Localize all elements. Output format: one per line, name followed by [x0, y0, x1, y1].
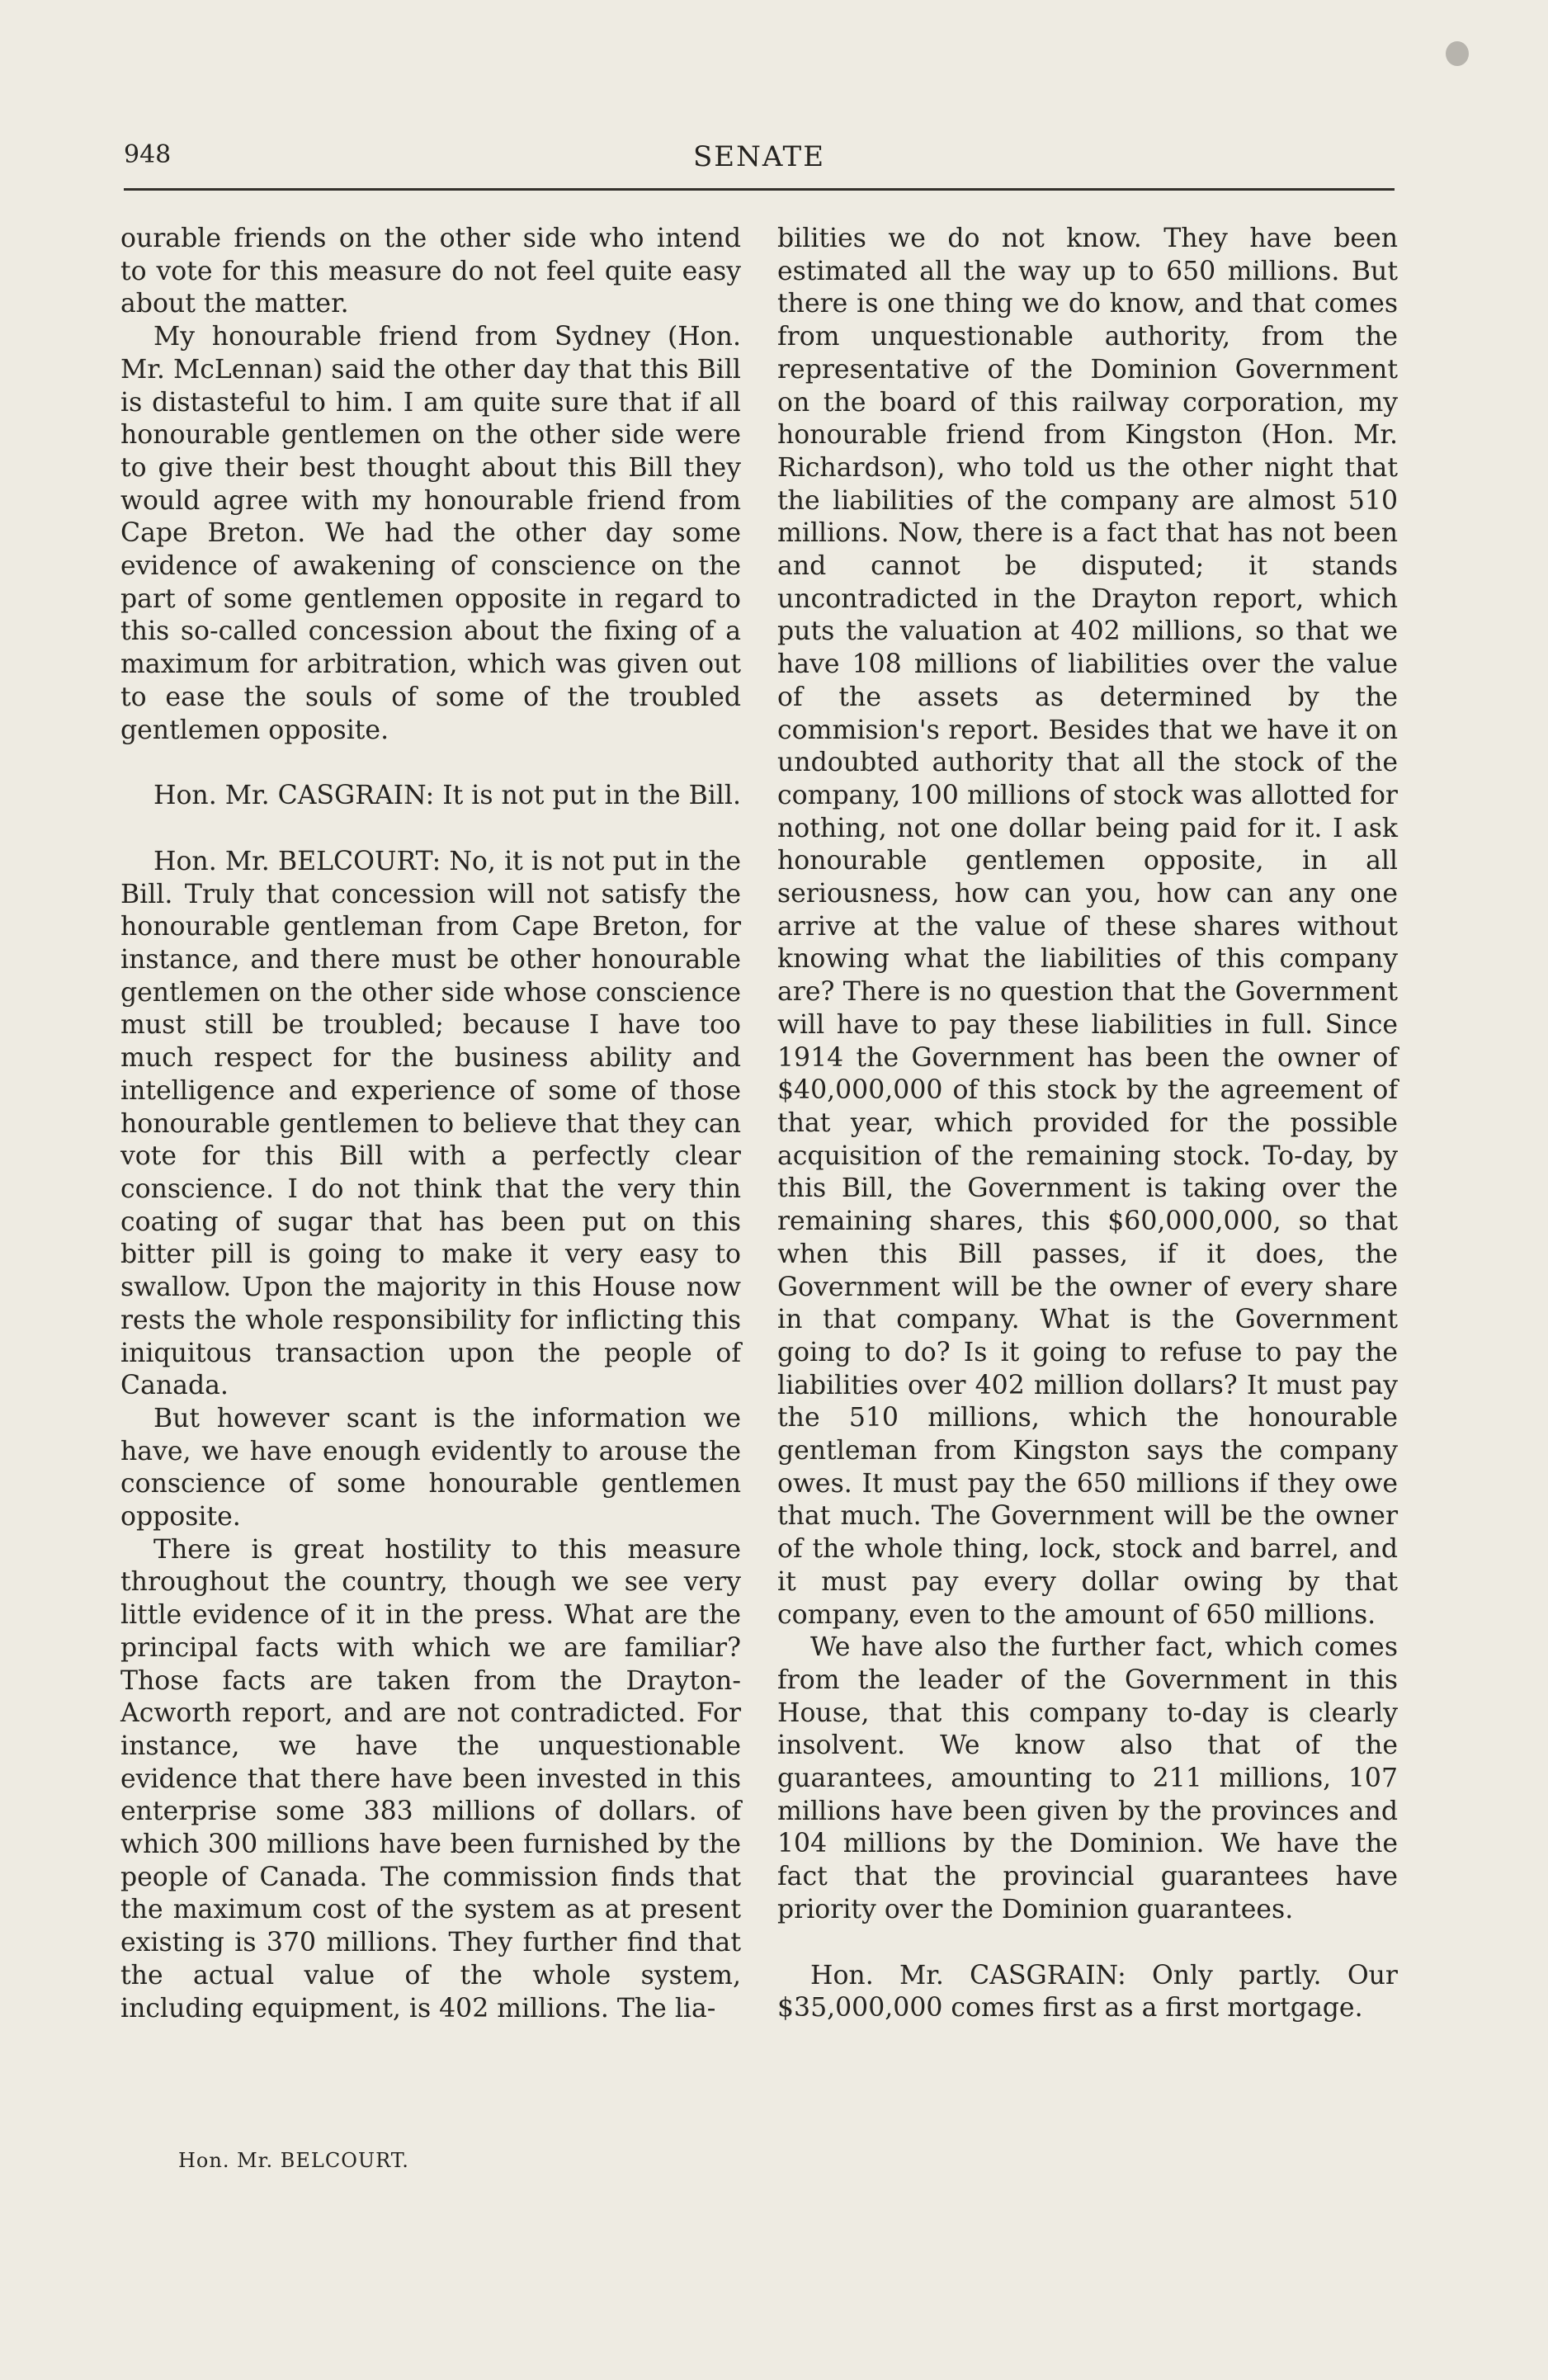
left-column	[120, 223, 741, 2025]
right-column	[777, 223, 1398, 2025]
paragraph: ourable friends on the other side who intend to vote for this measure do not feel quite easy about the matter.	[120, 224, 741, 319]
page-header	[124, 140, 1395, 182]
ink-blot	[1446, 41, 1469, 66]
paragraph: My honourable friend from Sydney (Hon. Mr. McLennan) said the other day that this Bill is distasteful to him. I am quite sure that if all honourable gentlemen on the other side were to give their best thought about this Bill they would agree with my honourable friend from Cape Breton. We had the other day some evidence of awakening of conscience on the part of some gentlemen opposite in regard to this so-called concession about the fixing of a maximum for arbitration, which was given out to ease the souls of some of the troubled gentlemen opposite.	[120, 322, 741, 745]
paragraph: There is great hostility to this measure throughout the country, though we see very little evidence of it in the press. What are the principal facts with which we are familiar? Those facts are taken from the Drayton-Acworth report, and are not contradicted. For instance, we have the unquestionable evidence that there have been invested in this enterprise some 383 millions of dollars. of which 300 millions have been furnished by the people of Canada. The commission finds that the maximum cost of the system as at present existing is 370 millions. They further find that the actual value of the whole system, including equipment, is 402 millions. The lia-	[120, 1534, 741, 2023]
speaker-paragraph: Hon. Mr. CASGRAIN: Only partly. Our $35,000,000 comes first as a first mortgage.	[777, 1960, 1398, 2023]
paragraph: We have also the further fact, which comes from the leader of the Government in this House, that this company to-day is clearly insolvent. We know also that of the guarantees, amounting to 211 millions, 107 millions have been given by the provinces and 104 millions by the Dominion. We have the fact that the provincial guarantees have priority over the Dominion guarantees.	[777, 1632, 1398, 1924]
paragraph: bilities we do not know. They have been estimated all the way up to 650 millions. But there is one thing we do know, and that comes from unquestionable authority, from the representative of the Dominion Government on the board of this railway corporation, my honourable friend from Kingston (Hon. Mr. Richardson), who told us the other night that the liabilities of the company are almost 510 millions. Now, there is a fact that has not been and cannot be disputed; it stands uncontradicted in the Drayton report, which puts the valuation at 402 millions, so that we have 108 millions of liabilities over the value of the assets as determined by the commision's report. Besides that we have it on undoubted authority that all the stock of the company, 100 millions of stock was allotted for nothing, not one dollar being paid for it. I ask honourable gentlemen opposite, in all seriousness, how can you, how can any one arrive at the value of these shares without knowing what the liabilities of this company are? There is no question that the Government will have to pay these liabilities in full. Since 1914 the Government has been the owner of $40,000,000 of this stock by the agreement of that year, which provided for the possible acquisition of the remaining stock. To-day, by this Bill, the Government is taking over the remaining shares, this $60,000,000, so that when this Bill passes, if it does, the Government will be the owner of every share in that company. What is the Government going to do? Is it going to refuse to pay the liabilities over 402 million dollars? It must pay the 510 millions, which the honourable gentleman from Kingston says the company owes. It must pay the 650 millions if they owe that much. The Government will be the owner of the whole thing, lock, stock and barrel, and it must pay every dollar owing by that company, even to the amount of 650 millions.	[777, 224, 1398, 1630]
running-head: SENATE	[692, 140, 826, 173]
paragraph: But however scant is the information we have, we have enough evidently to arouse the conscience of some honourable gentlemen opposite.	[120, 1403, 741, 1532]
page-number: 948	[124, 140, 172, 169]
header-rule	[124, 188, 1395, 191]
speaker-paragraph: Hon. Mr. CASGRAIN: It is not put in the Bill.	[153, 781, 741, 811]
speaker-footer: Hon. Mr. BELCOURT.	[178, 2149, 409, 2172]
speaker-paragraph: Hon. Mr. BELCOURT: No, it is not put in the Bill. Truly that concession will not satisfy the honourable gentleman from Cape Breton, for instance, and there must be other honourable gentlemen on the other side whose conscience must still be troubled; because I have too much respect for the business ability and intelligence and experience of some of those honourable gentlemen to believe that they can vote for this Bill with a perfectly clear conscience. I do not think that the very thin coating of sugar that has been put on this bitter pill is going to make it very easy to swallow. Upon the majority in this House now rests the whole responsibility for inflicting this iniquitous transaction upon the people of Canada.	[120, 846, 741, 1401]
